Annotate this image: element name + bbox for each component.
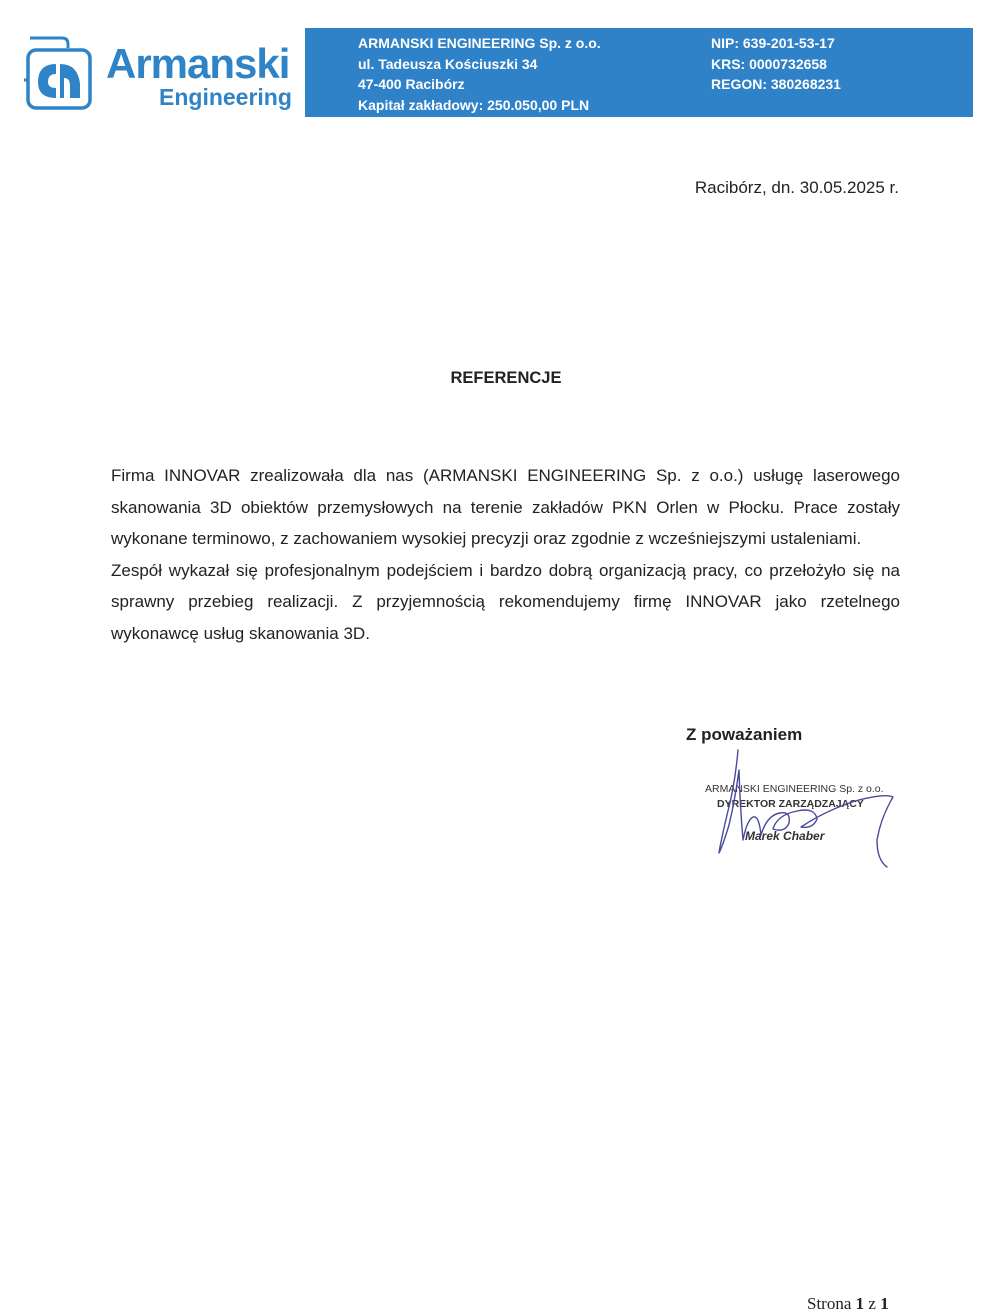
company-city: 47-400 Racibórz — [358, 76, 465, 92]
company-name: ARMANSKI ENGINEERING Sp. z o.o. — [358, 35, 601, 51]
company-address — [358, 33, 601, 115]
company-nip: NIP: 639-201-53-17 — [711, 35, 835, 51]
logo-icon — [22, 34, 94, 114]
company-info-banner — [305, 28, 973, 117]
company-capital: Kapitał zakładowy: 250.050,00 PLN — [358, 96, 590, 113]
logo-name: Armanski — [106, 40, 290, 87]
letter-date: Racibórz, dn. 30.05.2025 r. — [694, 178, 899, 197]
letter-title: REFERENCJE — [450, 369, 562, 387]
company-street: ul. Tadeusza Kościuszki 34 — [358, 55, 538, 72]
page-number — [807, 1294, 889, 1314]
stamp-company: ARMANSKI ENGINEERING Sp. z o.o. — [705, 783, 884, 795]
company-regon: REGON: 380268231 — [711, 76, 841, 92]
handwritten-signature — [705, 745, 905, 875]
company-registration — [711, 33, 841, 95]
stamp-name: Marek Chaber — [745, 829, 825, 843]
body-paragraph: Firma INNOVAR zrealizowała dla nas (ARMANSKI ENGINEERING Sp. z o.o.) usługę laserowego skanowania 3D obiektów przemysłowych na terenie zakładów PKN Orlen w Płocku. Prace zostały wykonane terminowo, z zachowaniem wysokiej precyzji oraz zgodnie z wcześniejszymi ustaleniami. — [111, 466, 900, 548]
page-total: 1 — [880, 1294, 889, 1313]
stamp-role: DYREKTOR ZARZĄDZAJĄCY — [717, 798, 864, 810]
page-current: 1 — [855, 1294, 865, 1313]
logo-subtitle: Engineering — [159, 84, 292, 110]
closing-salutation: Z poważaniem — [686, 725, 803, 744]
page-prefix: Strona — [807, 1294, 852, 1313]
letter-body — [111, 460, 900, 649]
page-separator: z — [868, 1294, 876, 1313]
company-logo — [22, 34, 302, 114]
company-krs: KRS: 0000732658 — [711, 55, 827, 72]
body-paragraph: Zespół wykazał się profesjonalnym podejściem i bardzo dobrą organizacją pracy, co przełożyło się na sprawny przebieg realizacji. Z przyjemnością rekomendujemy firmę INNOVAR jako rzetelnego wykonawcę usług skanowania 3D. — [111, 560, 900, 643]
